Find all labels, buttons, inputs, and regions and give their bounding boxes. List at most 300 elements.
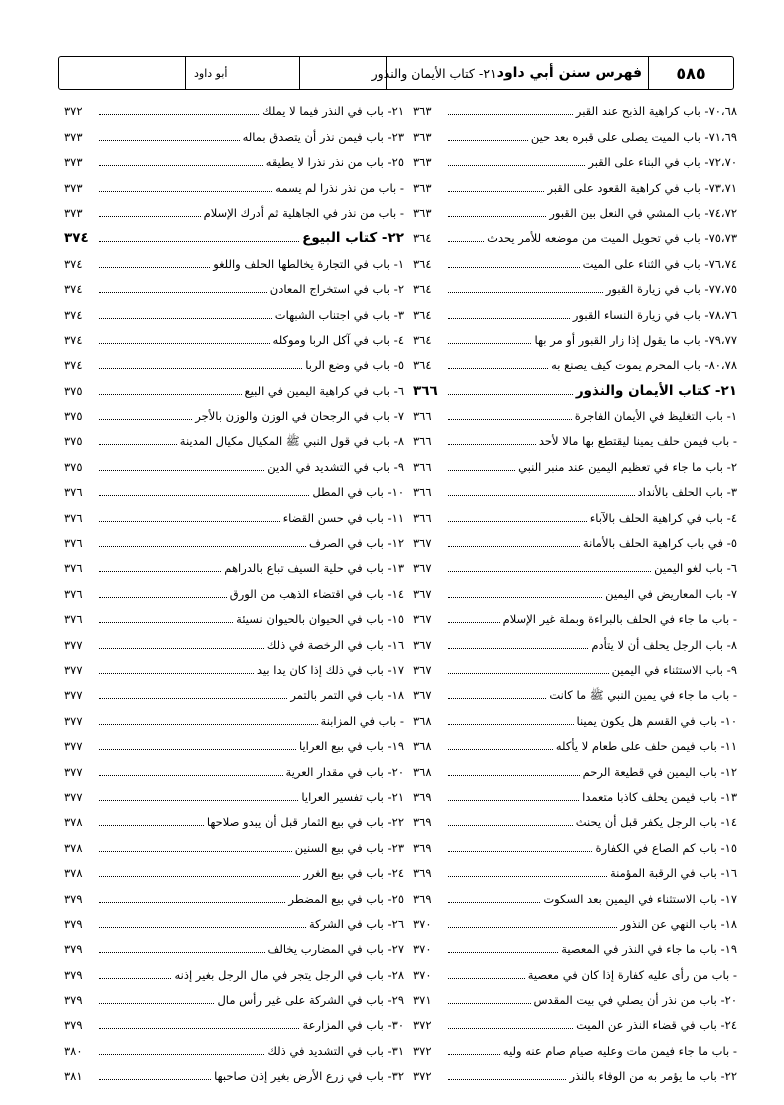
leader-dots	[448, 521, 587, 522]
entry-title: ١٩- باب ما جاء في النذر في المعصية	[561, 942, 737, 957]
entry-page-number: ٣٧٩	[64, 993, 83, 1008]
index-entry	[64, 780, 404, 805]
entry-page-number: ٣٦٤	[413, 307, 432, 322]
index-entry	[64, 602, 404, 627]
entry-page-number: ٣٦٩	[413, 840, 432, 855]
leader-dots	[448, 267, 580, 268]
entry-title: ١- باب التغليظ في الأيمان الفاجرة	[574, 409, 737, 424]
leader-dots	[99, 114, 259, 115]
index-entry	[413, 805, 737, 830]
leader-dots	[99, 318, 272, 319]
entry-page-number: ٣٦٧	[413, 662, 432, 677]
index-entry	[413, 678, 737, 703]
index-entry	[64, 119, 404, 144]
index-entry	[413, 424, 737, 449]
entry-title: ٩- باب الاستثناء في اليمين	[611, 662, 737, 677]
leader-dots	[99, 546, 306, 547]
entry-title: ١٧- باب في ذلك إذا كان يدا بيد	[256, 662, 404, 677]
leader-dots	[448, 622, 500, 623]
leader-dots	[99, 495, 309, 496]
leader-dots	[99, 978, 171, 979]
entry-title: ١٠- باب في المطل	[312, 485, 404, 500]
leader-dots	[99, 444, 177, 445]
index-entry	[64, 1059, 404, 1084]
entry-page-number: ٣٧٢	[413, 1018, 432, 1033]
index-entry	[413, 221, 737, 246]
leader-dots	[448, 165, 585, 166]
entry-title: ٥- في باب كراهية الحلف بالأمانة	[582, 536, 737, 551]
leader-dots	[448, 470, 515, 471]
leader-dots	[99, 698, 287, 699]
index-entry	[64, 983, 404, 1008]
entry-title: ١٤- باب الرجل يكفر قبل أن يحنث	[575, 815, 737, 830]
index-entry	[64, 856, 404, 881]
leader-dots	[99, 825, 204, 826]
index-entry	[64, 272, 404, 297]
leader-dots	[99, 140, 240, 141]
entry-title: ٢٣- باب في بيع السنين	[294, 840, 404, 855]
entry-title: ٦- باب في كراهية اليمين في البيع	[244, 383, 404, 398]
leader-dots	[448, 140, 528, 141]
entry-page-number: ٣٧٠	[413, 967, 432, 982]
leader-dots	[99, 292, 267, 293]
entry-title: ١٧- باب الاستثناء في اليمين بعد السكوت	[543, 891, 737, 906]
entry-title: ٢٢- كتاب البيوع	[302, 230, 404, 247]
leader-dots	[99, 343, 270, 344]
entry-title: ٧٠،٦٨- باب كراهية الذبح عند القبر	[575, 104, 737, 119]
entry-title: - باب من نذر نذرا لم يسمه	[275, 180, 404, 195]
entry-title: ٢٤- باب في بيع الغرر	[303, 866, 404, 881]
entry-page-number: ٣٧٥	[64, 383, 83, 398]
entry-page-number: ٣٧٦	[64, 510, 83, 525]
entry-page-number: ٣٦٧	[413, 561, 432, 576]
index-entry	[413, 246, 737, 271]
entry-title: ٢٣- باب فيمن نذر أن يتصدق بماله	[242, 129, 404, 144]
leader-dots	[448, 1003, 531, 1004]
leader-dots	[448, 1079, 566, 1080]
entry-page-number: ٣٧٣	[64, 180, 83, 195]
entry-page-number: ٣٧٨	[64, 815, 83, 830]
entry-title: ٥- باب في وضع الربا	[305, 358, 404, 373]
right-index-column	[413, 94, 737, 1084]
index-entry	[413, 551, 737, 576]
leader-dots	[99, 851, 292, 852]
index-entry	[413, 170, 737, 195]
index-entry	[413, 576, 737, 601]
leader-dots	[99, 927, 306, 928]
index-entry	[64, 907, 404, 932]
entry-title: ٧٦،٧٤- باب في الثناء على الميت	[582, 256, 737, 271]
section-heading-entry	[64, 221, 404, 246]
leader-dots	[448, 851, 592, 852]
entry-title: ٨- باب الرجل يحلف أن لا يتأدم	[591, 637, 737, 652]
entry-title: ٦- باب لغو اليمين	[654, 561, 737, 576]
entry-title: ٢٥- باب من نذر نذرا لا يطيقه	[265, 155, 404, 170]
entry-title: ٢٢- باب في بيع الثمار قبل أن يبدو صلاحها	[206, 815, 404, 830]
index-entry	[64, 500, 404, 525]
index-entry	[413, 830, 737, 855]
entry-title: ٧١،٦٩- باب الميت يصلى على قبره بعد حين	[530, 129, 737, 144]
entry-page-number: ٣٧٠	[413, 942, 432, 957]
leader-dots	[99, 597, 227, 598]
index-entry	[64, 449, 404, 474]
index-entry	[64, 703, 404, 728]
entry-title: - باب ما جاء في يمين النبي ﷺ ما كانت	[549, 688, 737, 703]
index-entry	[413, 856, 737, 881]
entry-page-number: ٣٦٨	[413, 713, 432, 728]
index-entry	[413, 500, 737, 525]
leader-dots	[99, 1003, 214, 1004]
entry-title: ٩- باب في التشديد في الدين	[267, 459, 404, 474]
entry-title: ١١- باب فيمن حلف على طعام لا يأكله	[555, 739, 737, 754]
entry-title: ٧٨،٧٦- باب في زيارة النساء القبور	[572, 307, 737, 322]
leader-dots	[99, 622, 233, 623]
entry-title: ٧٧،٧٥- باب في زيارة القبور	[605, 282, 737, 297]
entry-title: ٤- باب في كراهية الحلف بالآباء	[589, 510, 737, 525]
entry-page-number: ٣٧٨	[64, 840, 83, 855]
index-entry	[413, 881, 737, 906]
index-entry	[64, 145, 404, 170]
leader-dots	[99, 673, 254, 674]
entry-page-number: ٣٧٠	[413, 916, 432, 931]
entry-page-number: ٣٧٩	[64, 942, 83, 957]
entry-page-number: ٣٨٠	[64, 1043, 83, 1058]
index-entry	[413, 729, 737, 754]
index-entry	[413, 627, 737, 652]
index-entry	[64, 754, 404, 779]
leader-dots	[99, 902, 285, 903]
index-entry	[413, 957, 737, 982]
index-entry	[64, 957, 404, 982]
entry-page-number: ٣٧٤	[64, 230, 89, 247]
entry-page-number: ٣٦٩	[413, 789, 432, 804]
leader-dots	[448, 775, 580, 776]
left-index-column	[64, 94, 404, 1084]
entry-page-number: ٣٧٦	[64, 561, 83, 576]
entry-page-number: ٣٧٤	[64, 332, 83, 347]
entry-page-number: ٣٧٧	[64, 662, 83, 677]
entry-page-number: ٣٦٧	[413, 637, 432, 652]
entry-title: ٣١- باب في التشديد في ذلك	[267, 1043, 404, 1058]
index-entry	[64, 246, 404, 271]
entry-title: ٨- باب في قول النبي ﷺ المكيال مكيال المدينة	[179, 434, 404, 449]
index-entry	[64, 475, 404, 500]
entry-title: ٧٣،٧١- باب في كراهية القعود على القبر	[547, 180, 737, 195]
leader-dots	[448, 191, 544, 192]
index-entry	[413, 780, 737, 805]
leader-dots	[448, 292, 603, 293]
entry-page-number: ٣٦٤	[413, 332, 432, 347]
leader-dots	[448, 825, 573, 826]
leader-dots	[99, 521, 280, 522]
entry-page-number: ٣٧٣	[64, 205, 83, 220]
leader-dots	[99, 1079, 211, 1080]
entry-page-number: ٣٧٦	[64, 485, 83, 500]
page-header	[58, 56, 734, 90]
entry-page-number: ٣٦٤	[413, 256, 432, 271]
header-blank-cell	[299, 57, 386, 89]
entry-page-number: ٣٦٣	[413, 180, 432, 195]
index-entry	[413, 1008, 737, 1033]
entry-page-number: ٣٦٧	[413, 536, 432, 551]
entry-page-number: ٣٦٦	[413, 434, 432, 449]
entry-page-number: ٣٦٩	[413, 815, 432, 830]
leader-dots	[448, 902, 540, 903]
leader-dots	[99, 191, 272, 192]
index-entry	[64, 170, 404, 195]
index-entry	[64, 297, 404, 322]
index-entry	[413, 94, 737, 119]
index-entry	[413, 526, 737, 551]
entry-title: ٣٠- باب في المزارعة	[302, 1018, 404, 1033]
book-name: أبو داود	[185, 57, 299, 89]
index-entry	[413, 196, 737, 221]
entry-title: ٢٦- باب في الشركة	[308, 916, 404, 931]
entry-page-number: ٣٧٩	[64, 967, 83, 982]
leader-dots	[448, 368, 548, 369]
index-entry	[64, 323, 404, 348]
chapter-title: ٢١- كتاب الأيمان والنذور	[371, 65, 497, 81]
entry-page-number: ٣٧٤	[64, 358, 83, 373]
index-entry	[64, 653, 404, 678]
entry-title: - باب فيمن حلف يمينا ليقتطع بها مالا لأحد	[538, 434, 737, 449]
entry-title: ١٩- باب في بيع العرايا	[298, 739, 404, 754]
index-entry	[413, 449, 737, 474]
leader-dots	[448, 800, 579, 801]
index-entry	[413, 145, 737, 170]
index-entry	[413, 653, 737, 678]
entry-title: ٤- باب في آكل الربا وموكله	[272, 332, 404, 347]
leader-dots	[448, 546, 580, 547]
entry-page-number: ٣٦٨	[413, 764, 432, 779]
entry-page-number: ٣٧٤	[64, 307, 83, 322]
entry-title: ١٥- باب كم الصاع في الكفارة	[595, 840, 737, 855]
index-entry	[64, 729, 404, 754]
entry-page-number: ٣٧٢	[413, 1069, 432, 1084]
entry-page-number: ٣٧٧	[64, 739, 83, 754]
entry-page-number: ٣٦٤	[413, 358, 432, 373]
entry-page-number: ٣٦٦	[413, 485, 432, 500]
leader-dots	[99, 876, 300, 877]
entry-page-number: ٣٧١	[413, 993, 432, 1008]
entry-title: ٢٠- باب من نذر أن يصلي في بيت المقدس	[533, 993, 737, 1008]
entry-page-number: ٣٦٦	[413, 459, 432, 474]
index-entry	[413, 703, 737, 728]
entry-title: ١٣- باب فيمن يحلف كاذبا متعمدا	[582, 789, 737, 804]
entry-title: ١٣- باب في حلية السيف تباع بالدراهم	[224, 561, 404, 576]
entry-title: ٢٧- باب في المضارب يخالف	[267, 942, 404, 957]
entry-page-number: ٣٧٨	[64, 866, 83, 881]
index-entry	[64, 576, 404, 601]
leader-dots	[448, 216, 546, 217]
entry-page-number: ٣٦٣	[413, 104, 432, 119]
index-entry	[413, 602, 737, 627]
index-entry	[64, 348, 404, 373]
index-entry	[64, 526, 404, 551]
entry-title: - باب ما جاء في الحلف بالبراءة وبملة غير الإسلام	[502, 612, 737, 627]
entry-title: ١- باب في التجارة يخالطها الحلف واللغو	[213, 256, 404, 271]
entry-title: ١٨- باب في التمر بالتمر	[290, 688, 404, 703]
index-entry	[64, 373, 404, 398]
leader-dots	[448, 241, 484, 242]
entry-title: ٧- باب المعاريض في اليمين	[605, 586, 737, 601]
leader-dots	[448, 444, 536, 445]
entry-title: ٧- باب في الرجحان في الوزن والوزن بالأجر	[195, 409, 404, 424]
entry-page-number: ٣٦٤	[413, 231, 432, 246]
leader-dots	[448, 1054, 500, 1055]
entry-page-number: ٣٦٦	[413, 510, 432, 525]
index-entry	[64, 94, 404, 119]
leader-dots	[448, 978, 525, 979]
page-number: ٥٨٥	[648, 57, 733, 89]
entry-page-number: ٣٧٥	[64, 409, 83, 424]
leader-dots	[448, 876, 607, 877]
leader-dots	[99, 419, 192, 420]
leader-dots	[448, 927, 617, 928]
index-entry	[64, 399, 404, 424]
entry-page-number: ٣٦٧	[413, 612, 432, 627]
index-entry	[413, 272, 737, 297]
index-entry	[413, 1033, 737, 1058]
index-entry	[413, 907, 737, 932]
entry-page-number: ٣٧٤	[64, 282, 83, 297]
entry-title: ٢١- باب في النذر فيما لا يملك	[262, 104, 404, 119]
index-entry	[413, 323, 737, 348]
leader-dots	[99, 800, 298, 801]
leader-dots	[448, 1028, 573, 1029]
entry-page-number: ٣٧٦	[64, 586, 83, 601]
index-entry	[413, 1059, 737, 1084]
index-entry	[64, 1033, 404, 1058]
entry-title: ٢- باب ما جاء في تعظيم اليمين عند منبر النبي	[518, 459, 737, 474]
index-entry	[413, 119, 737, 144]
entry-page-number: ٣٧٢	[64, 104, 83, 119]
entry-title: ٢- باب في استخراج المعادن	[269, 282, 404, 297]
leader-dots	[448, 698, 546, 699]
entry-title: ٢٢- باب ما يؤمر به من الوفاء بالنذر	[569, 1069, 737, 1084]
entry-page-number: ٣٦٧	[413, 688, 432, 703]
section-heading-entry	[413, 373, 737, 398]
entry-title: ٢٩- باب في الشركة على غير رأس مال	[217, 993, 404, 1008]
running-title	[371, 57, 648, 89]
entry-page-number: ٣٧٧	[64, 713, 83, 728]
leader-dots	[99, 368, 302, 369]
entry-page-number: ٣٧٧	[64, 688, 83, 703]
entry-title: ٢٤- باب في قضاء النذر عن الميت	[576, 1018, 737, 1033]
leader-dots	[448, 749, 553, 750]
index-entry	[64, 830, 404, 855]
entry-title: ٢٥- باب في بيع المضطر	[288, 891, 404, 906]
entry-title: ١٦- باب في الرخصة في ذلك	[266, 637, 404, 652]
leader-dots	[99, 216, 201, 217]
entry-page-number: ٣٧٤	[64, 256, 83, 271]
leader-dots	[99, 952, 265, 953]
entry-title: ٧٩،٧٧- باب ما يقول إذا زار القبور أو مر بها	[534, 332, 737, 347]
entry-page-number: ٣٧٩	[64, 916, 83, 931]
leader-dots	[99, 267, 210, 268]
entry-page-number: ٣٦٦	[413, 409, 432, 424]
index-entry	[413, 475, 737, 500]
entry-title: ٢٠- باب في مقدار العرية	[285, 764, 404, 779]
leader-dots	[448, 724, 574, 725]
entry-title: ٧٥،٧٣- باب في تحويل الميت من موضعه للأمر يحدث	[487, 231, 737, 246]
entry-title: ١١- باب في حسن القضاء	[282, 510, 404, 525]
entry-title: ٢١- باب تفسير العرايا	[301, 789, 404, 804]
entry-page-number: ٣٧٧	[64, 764, 83, 779]
entry-title: ٣- باب في اجتناب الشبهات	[274, 307, 404, 322]
leader-dots	[448, 597, 602, 598]
leader-dots	[448, 495, 635, 496]
entry-page-number: ٣٧٣	[64, 155, 83, 170]
entry-title: ٢٨- باب في الرجل يتجر في مال الرجل بغير إذنه	[174, 967, 404, 982]
index-entry	[64, 196, 404, 221]
entry-page-number: ٣٦٣	[413, 205, 432, 220]
entry-page-number: ٣٧٥	[64, 434, 83, 449]
entry-page-number: ٣٧٧	[64, 637, 83, 652]
entry-title: - باب من رأى عليه كفارة إذا كان في معصية	[527, 967, 737, 982]
leader-dots	[448, 394, 573, 395]
index-entry	[64, 932, 404, 957]
entry-title: ١٥- باب في الحيوان بالحيوان نسيئة	[236, 612, 404, 627]
leader-dots	[448, 114, 573, 115]
leader-dots	[448, 648, 588, 649]
entry-title: ١٢- باب في الصرف	[308, 536, 404, 551]
index-entry	[413, 348, 737, 373]
leader-dots	[99, 470, 264, 471]
entry-page-number: ٣٧٦	[64, 612, 83, 627]
index-entry	[64, 551, 404, 576]
leader-dots	[99, 1054, 264, 1055]
leader-dots	[99, 775, 283, 776]
leader-dots	[99, 1028, 299, 1029]
index-entry	[413, 754, 737, 779]
index-entry	[413, 983, 737, 1008]
leader-dots	[448, 343, 531, 344]
entry-title: ٢١- كتاب الأيمان والنذور	[575, 382, 737, 399]
leader-dots	[99, 241, 299, 242]
leader-dots	[99, 648, 264, 649]
leader-dots	[99, 724, 318, 725]
entry-page-number: ٣٦٧	[413, 586, 432, 601]
index-entry	[64, 805, 404, 830]
index-entry	[413, 399, 737, 424]
entry-page-number: ٣٧٩	[64, 891, 83, 906]
index-entry	[64, 424, 404, 449]
entry-page-number: ٣٦٣	[413, 129, 432, 144]
entry-page-number: ٣٧٩	[64, 1018, 83, 1033]
entry-title: ٨٠،٧٨- باب المحرم يموت كيف يصنع به	[551, 358, 737, 373]
leader-dots	[99, 571, 221, 572]
entry-title: - باب من نذر في الجاهلية ثم أدرك الإسلام	[203, 205, 404, 220]
header-end-cell	[59, 57, 185, 89]
index-entry	[64, 881, 404, 906]
entry-title: ١٤- باب في اقتضاء الذهب من الورق	[229, 586, 404, 601]
leader-dots	[448, 419, 572, 420]
leader-dots	[99, 749, 296, 750]
entry-page-number: ٣٨١	[64, 1069, 83, 1084]
entry-title: ٣- باب الحلف بالأنداد	[637, 485, 737, 500]
leader-dots	[448, 952, 558, 953]
entry-page-number: ٣٦٩	[413, 866, 432, 881]
index-entry	[413, 297, 737, 322]
entry-title: - باب ما جاء فيمن مات وعليه صيام صام عنه وليه	[502, 1043, 737, 1058]
entry-title: ٧٢،٧٠- باب في البناء على القبر	[588, 155, 737, 170]
entry-page-number: ٣٧٧	[64, 789, 83, 804]
entry-title: - باب في المزابنة	[320, 713, 404, 728]
entry-title: ١٦- باب في الرقبة المؤمنة	[609, 866, 737, 881]
entry-page-number: ٣٦٦	[413, 382, 438, 399]
entry-page-number: ٣٦٤	[413, 282, 432, 297]
